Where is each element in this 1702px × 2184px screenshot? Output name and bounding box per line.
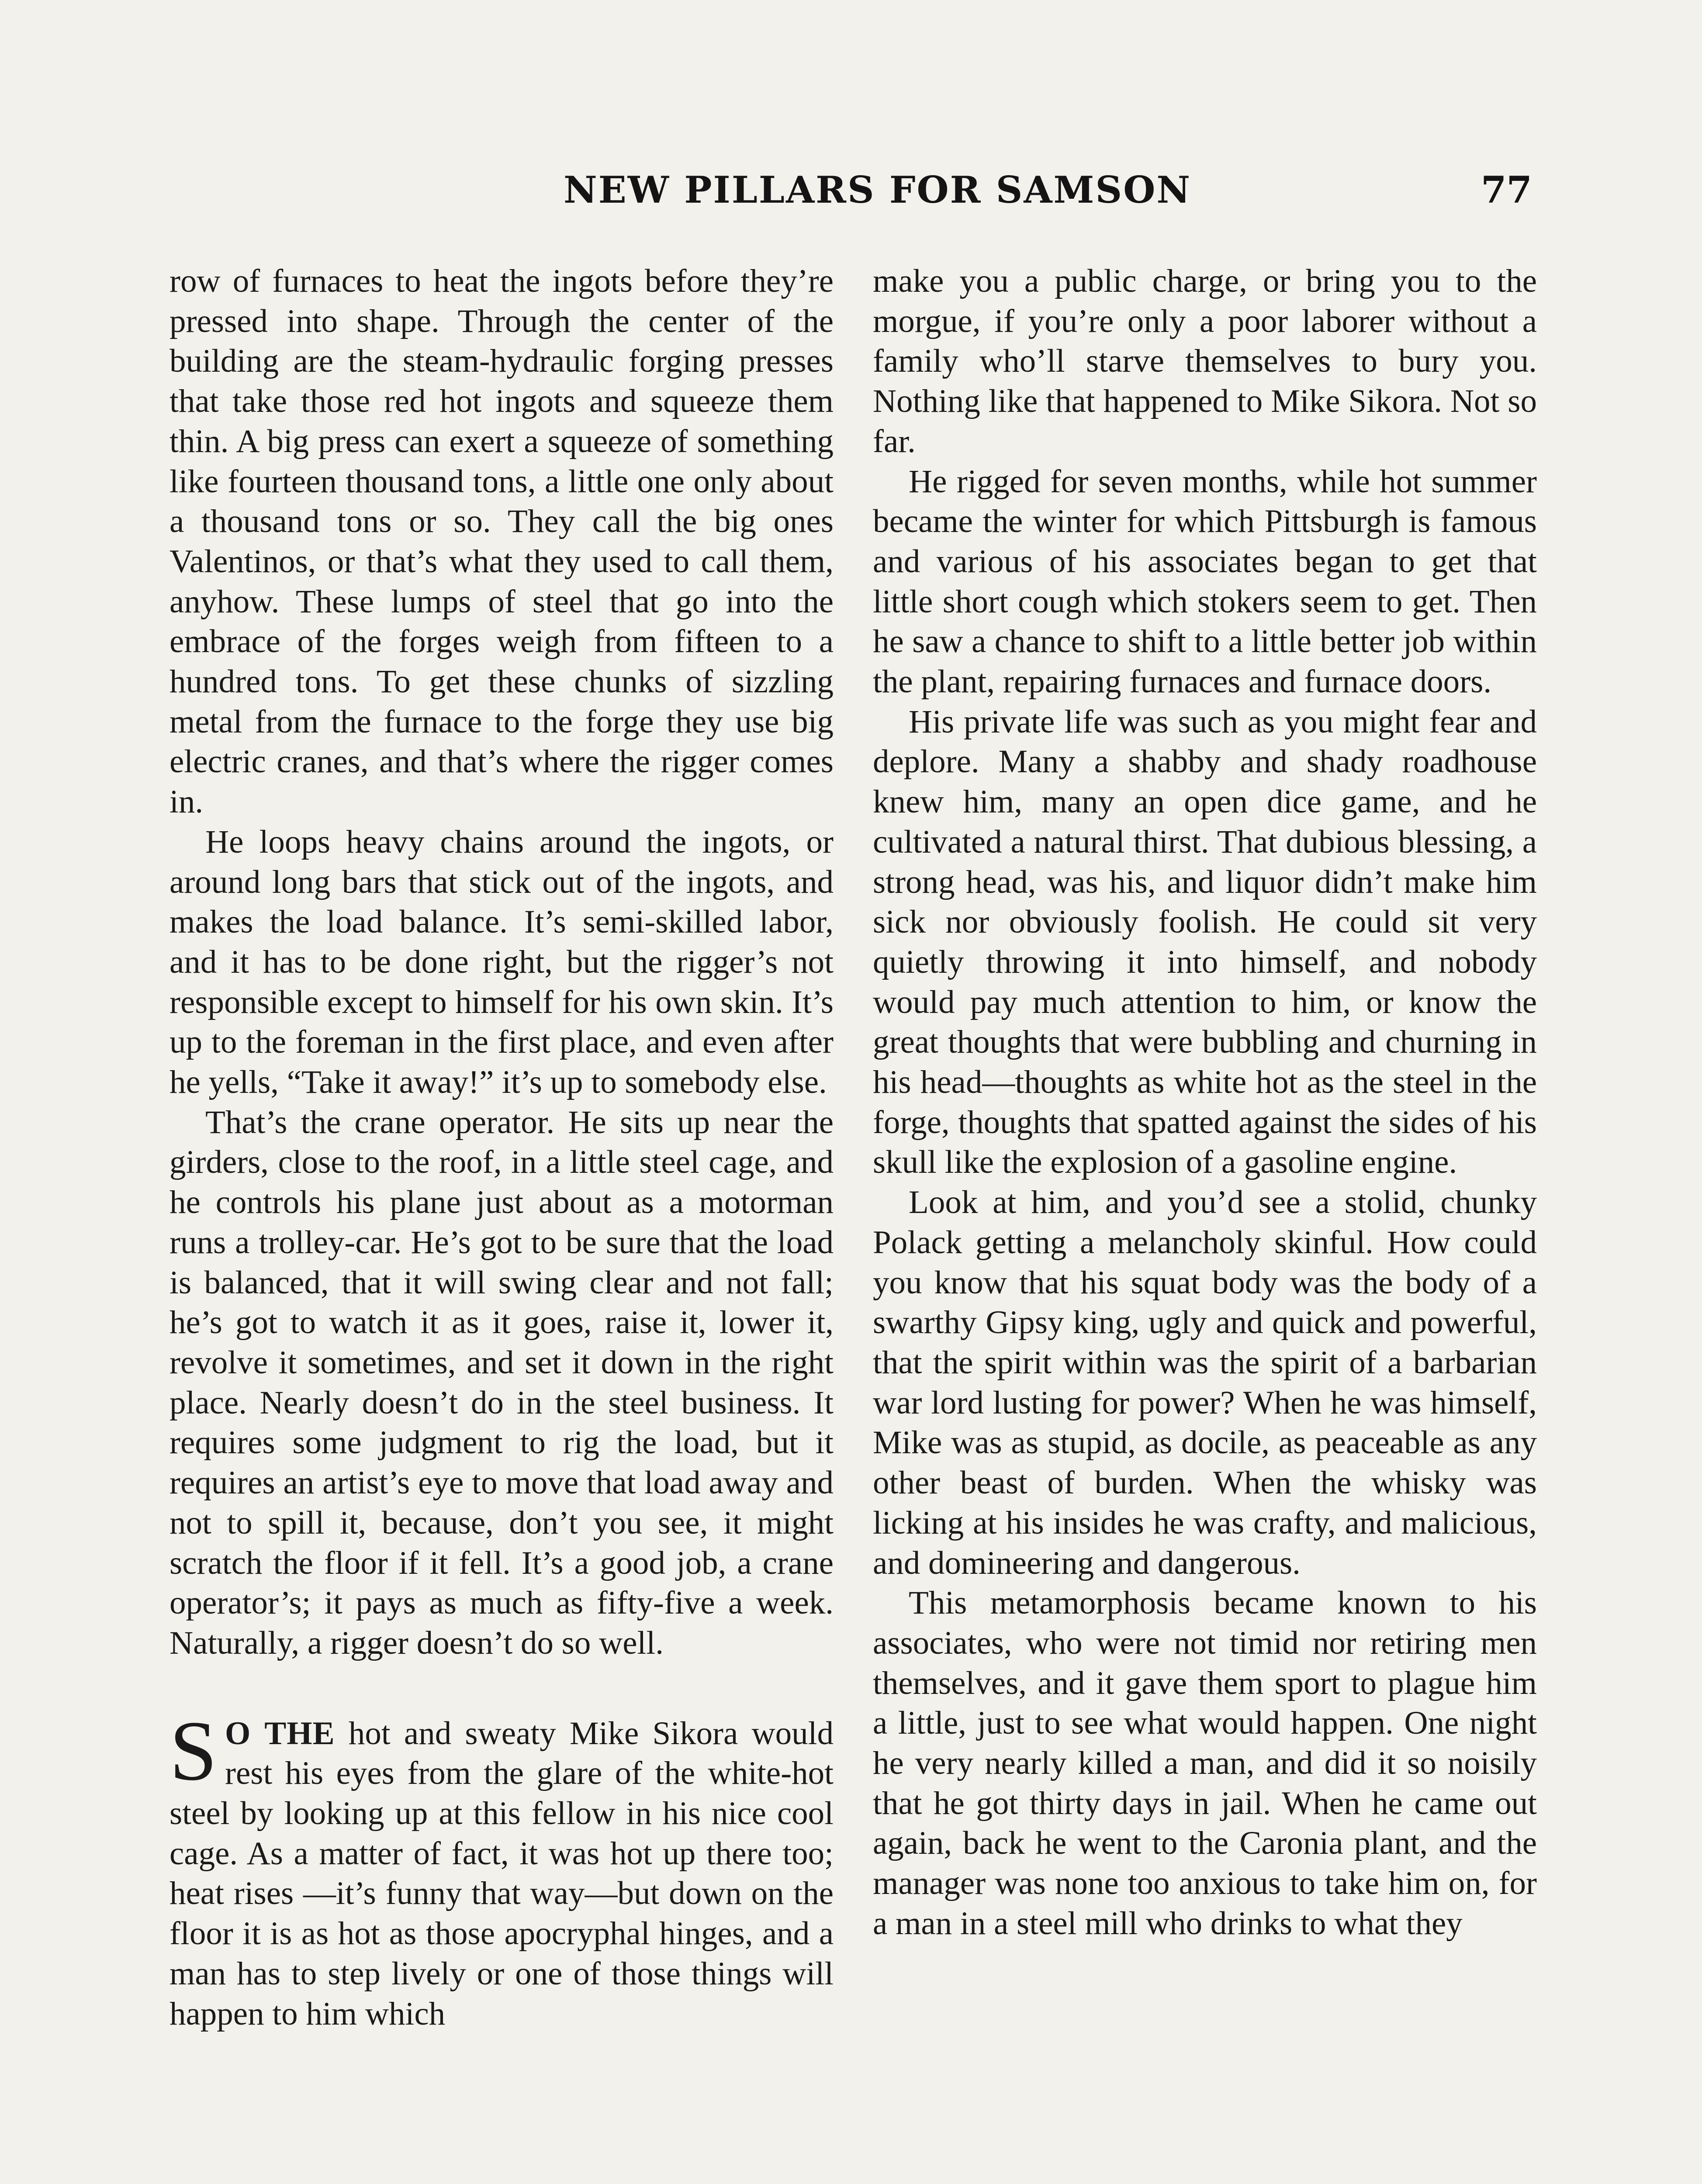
paragraph: His private life was such as you might fear and deplore. Many a shabby and shady roadhouse knew him, many an open dice game, and he cultivated a natural thirst. That dubious blessing, a strong head, was his, and liquor didn’t make him sick nor obviously foolish. He could sit very quietly throwing it into himself, and nobody would pay much attention to him, or know the great thoughts that were bubbling and churning in his head—thoughts as white hot as the steel in the forge, thoughts that spatted against the sides of his skull like the explosion of a gasoline engine. bbox=[873, 703, 1537, 1181]
paragraph: Look at him, and you’d see a stolid, chunky Polack getting a melancholy skinful. How could you know that his squat body was the body of a swarthy Gipsy king, ugly and quick and powerful, that the spirit within was the spirit of a barbarian war lord lusting for power? When he was himself, Mike was as stupid, as docile, as peaceable as any other beast of burden. When the whisky was licking at his insides he was crafty, and malicious, and domineering and dangerous. bbox=[873, 1184, 1537, 1581]
drop-cap: S bbox=[170, 1703, 218, 1798]
paragraph: make you a public charge, or bring you to the morgue, if you’re only a poor laborer without a family who’ll starve themselves to bury you. Nothing like that happened to Mike Sikora. Not so far. bbox=[873, 263, 1537, 460]
section-break bbox=[170, 1663, 834, 1714]
lead-in-caps: O THE bbox=[225, 1715, 335, 1752]
paragraph: This metamorphosis became known to his associates, who were not timid nor retiring men themselves, and it gave them sport to plague him a little, just to see what would happen. One night he very nearly killed a man, and did it so noisily that he got thirty days in jail. When he came out again, back he went to the Caronia plant, and the manager was none too anxious to take him on, for a man in a steel mill who drinks to what they bbox=[873, 1585, 1537, 1942]
paragraph-text: hot and sweaty Mike Sikora would rest his eyes from the glare of the white-hot steel by looking up at this fellow in his nice cool cage. As a matter of fact, it was hot up there too; heat rises —it’s funny that way—but down on the floor it is as hot as those apocryphal hinges, and a man has to step lively or one of those things will happen to him which bbox=[170, 1715, 834, 2032]
left-column bbox=[170, 261, 834, 2034]
right-column bbox=[873, 261, 1537, 1944]
paragraph: That’s the crane operator. He sits up near the girders, close to the roof, in a little steel cage, and he controls his plane just about as a motorman runs a trolley-car. He’s got to be sure that the load is balanced, that it will swing clear and not fall; he’s got to watch it as it goes, raise it, lower it, revolve it sometimes, and set it down in the right place. Nearly doesn’t do in the steel business. It requires some judgment to rig the load, but it requires an artist’s eye to move that load away and not to spill it, because, don’t you see, it might scratch the floor if it fell. It’s a good job, a crane operator’s; it pays as much as fifty-five a week. Naturally, a rigger doesn’t do so well. bbox=[170, 1104, 834, 1661]
running-header: NEW PILLARS FOR SAMSON bbox=[564, 168, 1192, 211]
paragraph: row of furnaces to heat the ingots before they’re pressed into shape. Through the center of the building are the steam-hydraulic forging presses that take those red hot ingots and squeeze them thin. A big press can exert a squeeze of something like fourteen thousand tons, a little one only about a thousand tons or so. They call the big ones Valentinos, or that’s what they used to call them, anyhow. These lumps of steel that go into the embrace of the forges weigh from fifteen to a hundred tons. To get these chunks of sizzling metal from the furnace to the forge they use big electric cranes, and that’s where the rigger comes in. bbox=[170, 263, 834, 820]
paragraph: He rigged for seven months, while hot summer became the winter for which Pittsburgh is famous and various of his associates began to get that little short cough which stokers seem to get. Then he saw a chance to shift to a little better job within the plant, repairing furnaces and furnace doors. bbox=[873, 463, 1537, 700]
page-number: 77 bbox=[1481, 168, 1532, 211]
paragraph: He loops heavy chains around the ingots, or around long bars that stick out of the ingots, and makes the load balance. It’s semi-skilled labor, and it has to be done right, but the rigger’s not responsible except to himself for his own skin. It’s up to the foreman in the first place, and even after he yells, “Take it away!” it’s up to somebody else. bbox=[170, 823, 834, 1101]
section-opening-paragraph bbox=[170, 1703, 834, 2034]
